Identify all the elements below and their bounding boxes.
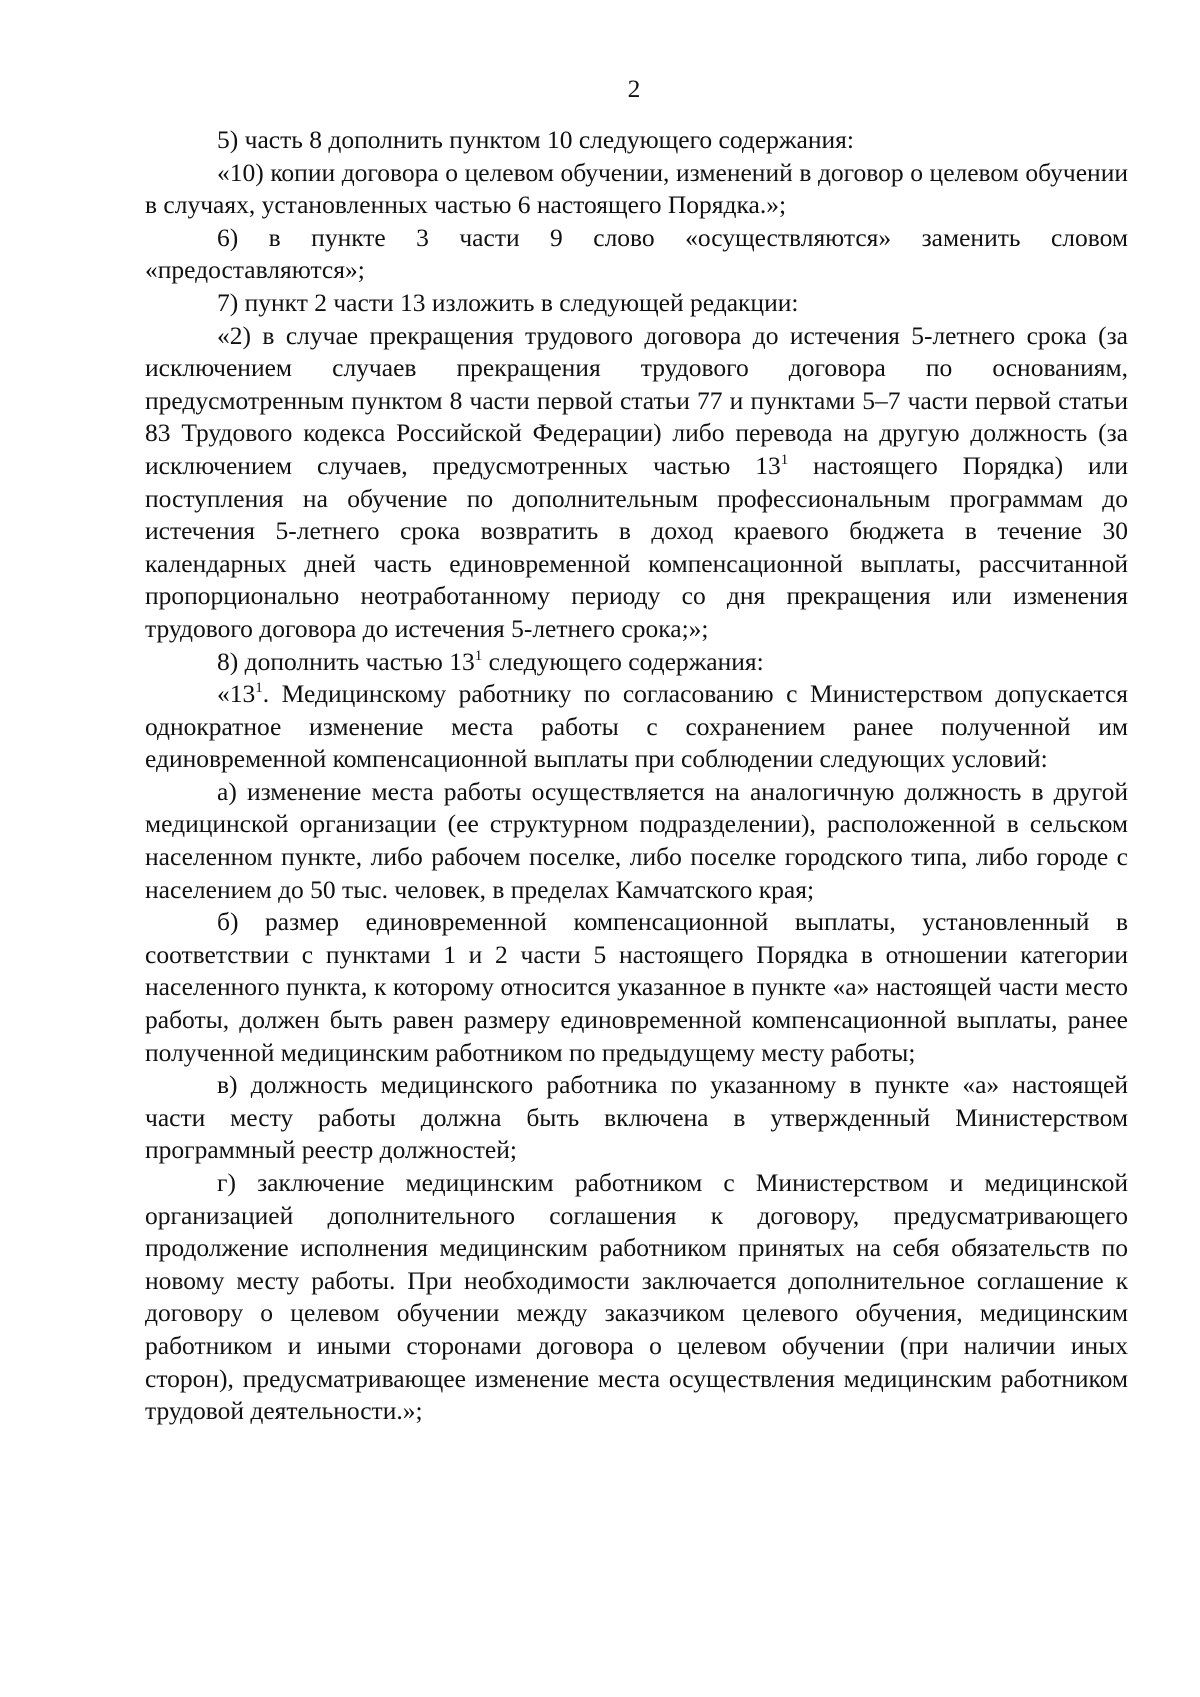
paragraph-item-6 xyxy=(145,222,1128,287)
paragraph-item-7 xyxy=(145,287,1128,320)
paragraph-text: 7) пункт 2 части 13 изложить в следующей редакции: xyxy=(217,287,799,317)
document-body xyxy=(145,124,1128,1428)
paragraph-condition-v xyxy=(145,1069,1128,1167)
paragraph-text: а) изменение места работы осуществляется на аналогичную должность в другой медицинской организации (ее структурном подразделении), расположенной в сельском населенном пункте, либо рабочем поселке, либо поселке городского типа, либо городе с населением до 50 тыс. человек, в пределах Камчатского края; xyxy=(145,776,1128,904)
superscript: 1 xyxy=(255,680,263,697)
paragraph-text: в) должность медицинского работника по указанному в пункте «а» настоящей части месту работы должна быть включена в утвержденный Министерством программный реестр должностей; xyxy=(145,1070,1128,1165)
paragraph-condition-b xyxy=(145,906,1128,1069)
superscript: 1 xyxy=(780,451,789,468)
paragraph-text: «2) в случае прекращения трудового договора до истечения 5-летнего срока (за исключением случаев прекращения трудового договора по основаниям, предусмотренным пунктом 8 части первой статьи 77 и пунктами 5–7 части первой статьи 83 Трудового кодекса Российской Федерации) либо перевода на другую должность (за исключением случаев, предусмотренных частью 13 xyxy=(145,320,1128,480)
paragraph-text: 6) в пункте 3 части 9 слово «осуществляются» заменить словом «предоставляются»; xyxy=(145,222,1128,285)
paragraph-condition-a xyxy=(145,776,1128,906)
paragraph-text: . Медицинскому работнику по согласованию с Министерством допускается однократное изменение места работы с сохранением ранее полученной им единовременной компенсационной выплаты при соблюдении следующих условий: xyxy=(145,679,1128,774)
paragraph-item-5 xyxy=(145,124,1128,157)
paragraph-item-8 xyxy=(145,646,1128,679)
paragraph-text: г) заключение медицинским работником с Министерством и медицинской организацией дополнительного соглашения к договору, предусматривающего продолжение исполнения медицинским работником принятых на себя обязательств по новому месту работы. При необходимости заключается дополнительное соглашение к договору о целевом обучении между заказчиком целевого обучения, медицинским работником и иными сторонами договора о целевом обучении (при наличии иных сторон), предусматривающее изменение места осуществления медицинским работником трудовой деятельности.»; xyxy=(145,1168,1128,1426)
paragraph-text: «10) копии договора о целевом обучении, изменений в договор о целевом обучении в случаях, установленных частью 6 настоящего Порядка.»; xyxy=(145,157,1128,220)
paragraph-text: 5) часть 8 дополнить пунктом 10 следующего содержания: xyxy=(217,125,854,154)
paragraph-text: настоящего Порядка) или поступления на обучение по дополнительным профессиональным программам до истечения 5-летнего срока возвратить в доход краевого бюджета в течение 30 календарных дней часть единовременной компенсационной выплаты, рассчитанной пропорционально неотработанному периоду со дня прекращения или изменения трудового договора до истечения 5-летнего срока;»; xyxy=(145,450,1129,643)
paragraph-text: следующего содержания: xyxy=(488,646,764,676)
paragraph-text: «13 xyxy=(217,679,256,709)
paragraph-text: 8) дополнить частью 13 xyxy=(217,646,475,676)
paragraph-item-10-text xyxy=(145,157,1128,222)
paragraph-part-13-1 xyxy=(145,678,1128,776)
paragraph-condition-g xyxy=(145,1167,1128,1428)
superscript: 1 xyxy=(474,647,483,664)
paragraph-item-2-text xyxy=(145,320,1128,646)
page-number: 2 xyxy=(627,74,641,103)
paragraph-text: б) размер единовременной компенсационной выплаты, установленный в соответствии с пунктами 1 и 2 части 5 настоящего Порядка в отношении категории населенного пункта, к которому относится указанное в пункте «а» настоящей части место работы, должен быть равен размеру единовременной компенсационной выплаты, ранее полученной медицинским работником по предыдущему месту работы; xyxy=(145,907,1128,1067)
